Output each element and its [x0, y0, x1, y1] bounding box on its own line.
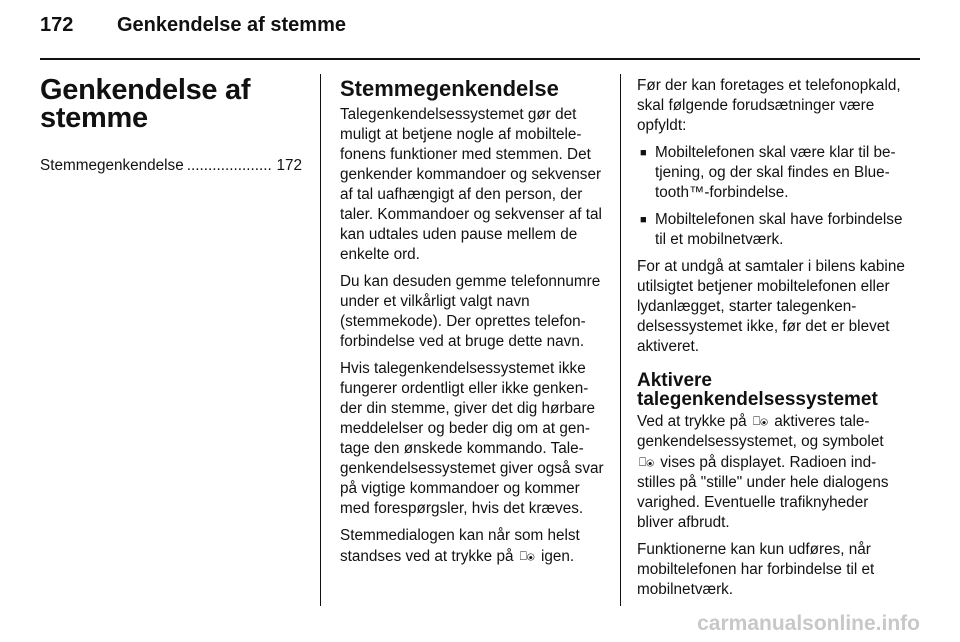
header-title: Genkendelse af stemme	[117, 14, 346, 36]
toc-leader-dots	[187, 156, 274, 176]
watermark: carmanualsonline.info	[697, 612, 920, 635]
paragraph-cancel	[340, 526, 604, 567]
activate-text-2: aktiveres talegenkendelsessystemet, og symbolet	[637, 413, 884, 450]
voice-control-icon: ⎕⦿	[752, 414, 768, 428]
voice-control-icon: ⎕⦿	[639, 455, 655, 469]
section-title: Genkendelse af stemme	[40, 74, 251, 134]
activate-text-1: Ved at trykke på	[637, 413, 747, 430]
activate-text-3: vises på displayet. Radioen indstilles på "stille" under hele dialogens varighed. Eventuelle trafiknyheder bliver afbrudt.	[637, 454, 889, 531]
voice-control-icon: ⎕⦿	[519, 549, 535, 563]
subsection-heading: Stemmegenkendelse	[340, 76, 559, 101]
column-divider-2	[620, 74, 621, 606]
column-body-1	[340, 76, 604, 574]
column-divider-1	[320, 74, 321, 606]
paragraph-prerequisites: Før der kan foretages et telefonopkald, skal følgende forudsætninger være opfyldt:	[637, 77, 901, 134]
list-item: ■ Mobiltelefonen skal have forbindelse til et mobilnetværk.	[637, 210, 905, 250]
header-rule	[40, 58, 920, 60]
column-toc	[40, 76, 302, 176]
column-body-2	[637, 76, 905, 607]
cancel-text-before: Stemmedialogen kan når som helst standses ved at trykke på	[340, 527, 580, 565]
toc-entry[interactable]	[40, 156, 302, 176]
page-number: 172	[40, 14, 74, 36]
paragraph-voice-tag: Du kan desuden gemme telefonnumre under et vilkårligt valgt navn (stemmekode). Der oprettes telefonforbindelse ved at bruge dette navn.	[340, 273, 601, 350]
cancel-text-after: igen.	[541, 548, 575, 565]
paragraph-intro: Talegenkendelsessystemet gør det muligt at betjene nogle af mobiltelefonens funktioner med stemmen. Det genkender kommandoer og sekvenser af tal uafhængigt af den person, der taler. Kommandoer og sekvenser af tal kan udtales uden pause mellem de enkelte ord.	[340, 106, 602, 263]
toc-page: 172	[276, 157, 302, 174]
subsection-heading-activate: Aktivere talegenkendelsessystemet	[637, 370, 878, 410]
page-header	[40, 14, 346, 44]
paragraph-feedback: Hvis talegenkendelsessystemet ikke fungerer ordentligt eller ikke genkender din stemme, giver det dig hørbare meddelelser og beder dig om at gentage den ønskede kommando. Talegenkendelsessystemet giver også svar på vigtige kommandoer og kommer med forespørgsler, hvis det kræves.	[340, 360, 604, 517]
toc-label: Stemmegenkendelse	[40, 157, 184, 174]
paragraph-safety: For at undgå at samtaler i bilens kabine utilsigtet betjener mobiltelefonen eller lydanlægget, starter talegenkendelsessystemet ikke, før det er blevet aktiveret.	[637, 258, 905, 355]
prerequisite-list	[637, 143, 905, 250]
list-item: ■ Mobiltelefonen skal være klar til betjening, og der skal findes en Bluetooth™-forbindelse.	[637, 143, 905, 203]
paragraph-network: Funktionerne kan kun udføres, når mobiltelefonen har forbindelse til et mobilnetværk.	[637, 541, 875, 598]
paragraph-activate	[637, 411, 905, 533]
